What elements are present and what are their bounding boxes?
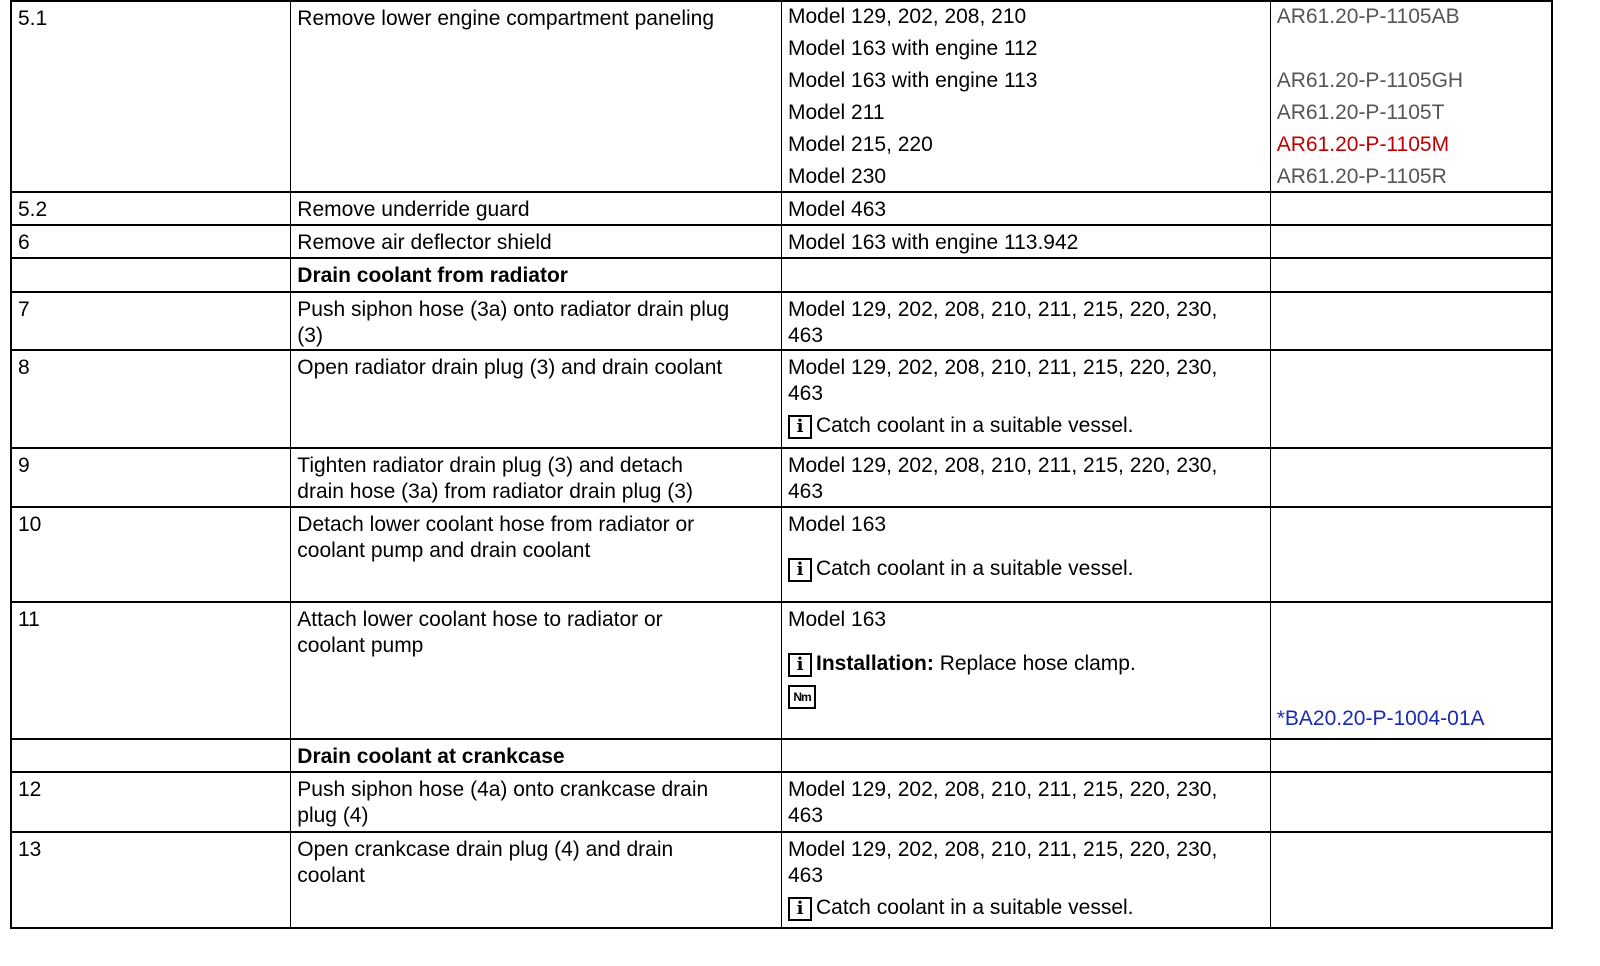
model-cell: Model 163 i Catch coolant in a suitable vessel. [782,508,1271,601]
table-row [10,0,1553,193]
table-row [10,351,1553,449]
step-action: Remove air deflector shield [291,226,782,257]
model-cell: Model 163 with engine 113.942 [782,226,1271,257]
section-heading: Drain coolant from radiator [291,259,782,291]
table-row [10,833,1553,929]
step-action: Tighten radiator drain plug (3) and detach drain hose (3a) from radiator drain plug (3) [291,449,782,506]
model-cell: Model 129, 202, 208, 210, 211, 215, 220, 230, 463 [782,293,1271,349]
step-number: 11 [12,603,291,738]
reference-cell [1271,833,1551,927]
reference-link[interactable] [1277,34,1545,66]
note: i Installation: Replace hose clamp. [788,645,1264,677]
table-row [10,293,1553,351]
model-cell: Model 463 [782,193,1271,224]
reference-link[interactable]: AR61.20-P-1105M [1276,133,1450,156]
reference-cell [1271,193,1551,224]
section-heading-row [10,740,1553,773]
section-heading: Drain coolant at crankcase [291,740,782,771]
torque-icon: Nm [788,685,816,709]
step-action: Remove lower engine compartment paneling [291,2,782,191]
step-action: Open crankcase drain plug (4) and drain coolant [291,833,782,927]
note: i Catch coolant in a suitable vessel. [788,889,1264,921]
reference-link[interactable]: AR61.20-P-1105R [1276,165,1447,188]
reference-cell [1271,351,1551,447]
table-row [10,508,1553,603]
section-heading-row [10,259,1553,293]
model-cell: Model 129, 202, 208, 210, 211, 215, 220, 230, 463 [782,449,1271,506]
step-number: 5.1 [12,2,291,191]
model-cell: Model 129, 202, 208, 210, 211, 215, 220, 230, 463 i Catch coolant in a suitable vessel. [782,351,1271,447]
reference-link[interactable]: AR61.20-P-1105T [1276,101,1445,124]
table-row [10,193,1553,226]
reference-cell [1271,603,1551,738]
procedure-table [10,0,1553,929]
note: i Catch coolant in a suitable vessel. [788,407,1264,439]
step-number: 12 [12,773,291,831]
reference-link[interactable]: *BA20.20-P-1004-01A [1276,707,1485,730]
table-row [10,226,1553,259]
info-icon: i [788,415,812,439]
reference-link[interactable]: AR61.20-P-1105GH [1276,69,1464,92]
model-line: Model 163 with engine 113 [788,69,1038,92]
model-cell: Model 129, 202, 208, 210, 211, 215, 220, 230, 463 i Catch coolant in a suitable vessel. [782,833,1271,927]
reference-link[interactable]: AR61.20-P-1105AB [1276,5,1460,28]
model-cell: Model 129, 202, 208, 210, 211, 215, 220, 230, 463 [782,773,1271,831]
reference-cell [1271,508,1551,601]
reference-cell [1271,226,1551,257]
step-action: Remove underride guard [291,193,782,224]
model-line: Model 129, 202, 208, 210 [788,5,1027,28]
model-line: Model 211 [788,101,885,124]
info-icon: i [788,558,812,582]
step-number: 8 [12,351,291,447]
table-row [10,773,1553,833]
step-number: 5.2 [12,193,291,224]
reference-cell [1271,293,1551,349]
info-icon: i [788,897,812,921]
reference-cell [1271,449,1551,506]
step-number: 13 [12,833,291,927]
reference-cell [1271,773,1551,831]
step-number: 6 [12,226,291,257]
info-icon: i [788,653,812,677]
step-action: Push siphon hose (4a) onto crankcase drain plug (4) [291,773,782,831]
model-line: Model 163 with engine 112 [788,37,1038,60]
table-row [10,603,1553,740]
model-line: Model 215, 220 [788,133,933,156]
reference-cell [1271,2,1551,191]
table-row [10,449,1553,508]
note: i Catch coolant in a suitable vessel. [788,550,1264,582]
step-action: Open radiator drain plug (3) and drain coolant [291,351,782,447]
step-action: Push siphon hose (3a) onto radiator drain plug (3) [291,293,782,349]
step-action: Attach lower coolant hose to radiator or coolant pump [291,603,782,738]
model-cell [782,2,1271,191]
step-action: Detach lower coolant hose from radiator or coolant pump and drain coolant [291,508,782,601]
step-number: 7 [12,293,291,349]
step-number: 10 [12,508,291,601]
step-number: 9 [12,449,291,506]
torque-note [788,677,1264,709]
model-cell: Model 163 i Installation: Replace hose clamp. Nm [782,603,1271,738]
model-line: Model 230 [788,165,887,188]
